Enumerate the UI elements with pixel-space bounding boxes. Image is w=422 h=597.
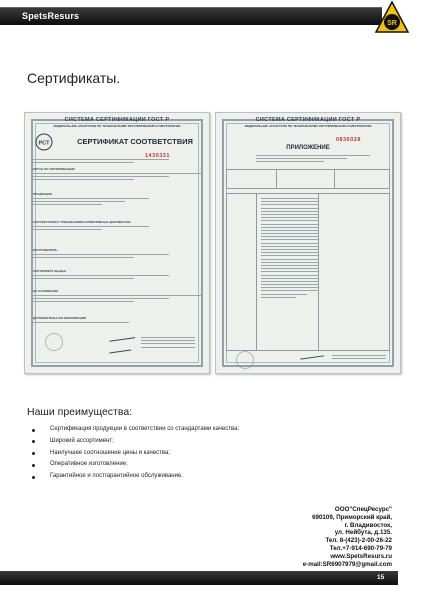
list-item [30, 424, 239, 436]
company-name: ООО"СпецРесурс" [334, 506, 392, 513]
brand-name: SpetsResurs [22, 11, 80, 21]
cert-agency: ФЕДЕРАЛЬНОЕ АГЕНТСТВО ПО ТЕХНИЧЕСКОМУ РЕГУЛИРОВАНИЮ И МЕТРОЛОГИИ [53, 124, 181, 128]
cert-title: СЕРТИФИКАТ СООТВЕТСТВИЯ [77, 137, 193, 146]
list-item [30, 459, 239, 471]
cert-label: СЕРТИФИКАТ ВЫДАН [33, 269, 66, 273]
email-link[interactable]: e-mail:SR6907979@gmail.com [302, 560, 392, 568]
sr-logo-icon [374, 0, 410, 36]
header-bar [0, 0, 422, 40]
logo-text: SR [387, 20, 397, 27]
cert-label: ИЗГОТОВИТЕЛЬ [33, 248, 58, 252]
cert-label: СООТВЕТСТВУЕТ ТРЕБОВАНИЯМ НОРМАТИВНЫХ ДОКУМЕНТОВ [33, 220, 131, 224]
stamp-icon [45, 333, 63, 351]
list-item [30, 436, 239, 448]
bullet-icon [32, 476, 35, 479]
cert-label: ДОПОЛНИТЕЛЬНАЯ ИНФОРМАЦИЯ [33, 316, 87, 320]
pct-emblem-icon [35, 133, 53, 151]
bullet-icon [32, 464, 35, 467]
cert-label: ОРГАН ПО СЕРТИФИКАЦИИ [33, 167, 75, 171]
footer-band [0, 571, 398, 585]
cert-system-title: СИСТЕМА СЕРТИФИКАЦИИ ГОСТ Р [64, 117, 170, 123]
advantage-text: Наилучшее соотношение цены и качества; [50, 449, 170, 456]
advantages-title: Наши преимущества: [27, 406, 133, 418]
page-number: 15 [377, 574, 385, 581]
cert-title: ПРИЛОЖЕНИЕ [286, 145, 330, 151]
website-link[interactable]: www.SpetsResurs.ru [330, 552, 392, 560]
phone-line: Тел.+7-914-690-79-79 [329, 544, 392, 552]
advantage-text: Сертификация продукции в соответствии со стандартами качества; [50, 426, 240, 432]
cert-label: ПРОДУКЦИЯ [33, 192, 52, 196]
address-line: ул. Нейбута, д.135. [334, 529, 392, 537]
stamp-icon [236, 351, 254, 369]
advantage-text: Широкий ассортимент; [50, 437, 114, 444]
emblem-text: PCT [38, 140, 50, 147]
page-title: Сертификаты. [27, 70, 121, 86]
address-line: г. Владивосток, [344, 521, 392, 529]
certificate-image-right [215, 112, 401, 374]
bullet-icon [32, 440, 35, 443]
cert-number: 1430331 [145, 153, 170, 159]
header-band [0, 7, 382, 25]
phone-line: Тел. 8-(423)-2-00-26-22 [325, 537, 392, 545]
bullet-icon [32, 452, 35, 455]
list-item [30, 448, 239, 460]
cert-number: 0836028 [336, 137, 361, 143]
cert-label: НА ОСНОВАНИИ [33, 289, 58, 293]
cert-agency: ФЕДЕРАЛЬНОЕ АГЕНТСТВО ПО ТЕХНИЧЕСКОМУ РЕГУЛИРОВАНИЮ И МЕТРОЛОГИИ [244, 124, 372, 128]
address-line: 690109, Приморский край, [312, 513, 392, 521]
advantage-text: Оперативное изготовление; [50, 461, 128, 468]
certificate-image-left [24, 112, 210, 374]
list-item [30, 471, 239, 483]
contact-block [303, 506, 392, 568]
advantage-text: Гарантийное и постгарантийное обслуживание. [50, 473, 183, 480]
bullet-icon [32, 429, 35, 432]
advantages-list [30, 424, 239, 483]
cert-system-title: СИСТЕМА СЕРТИФИКАЦИИ ГОСТ Р [255, 117, 361, 123]
